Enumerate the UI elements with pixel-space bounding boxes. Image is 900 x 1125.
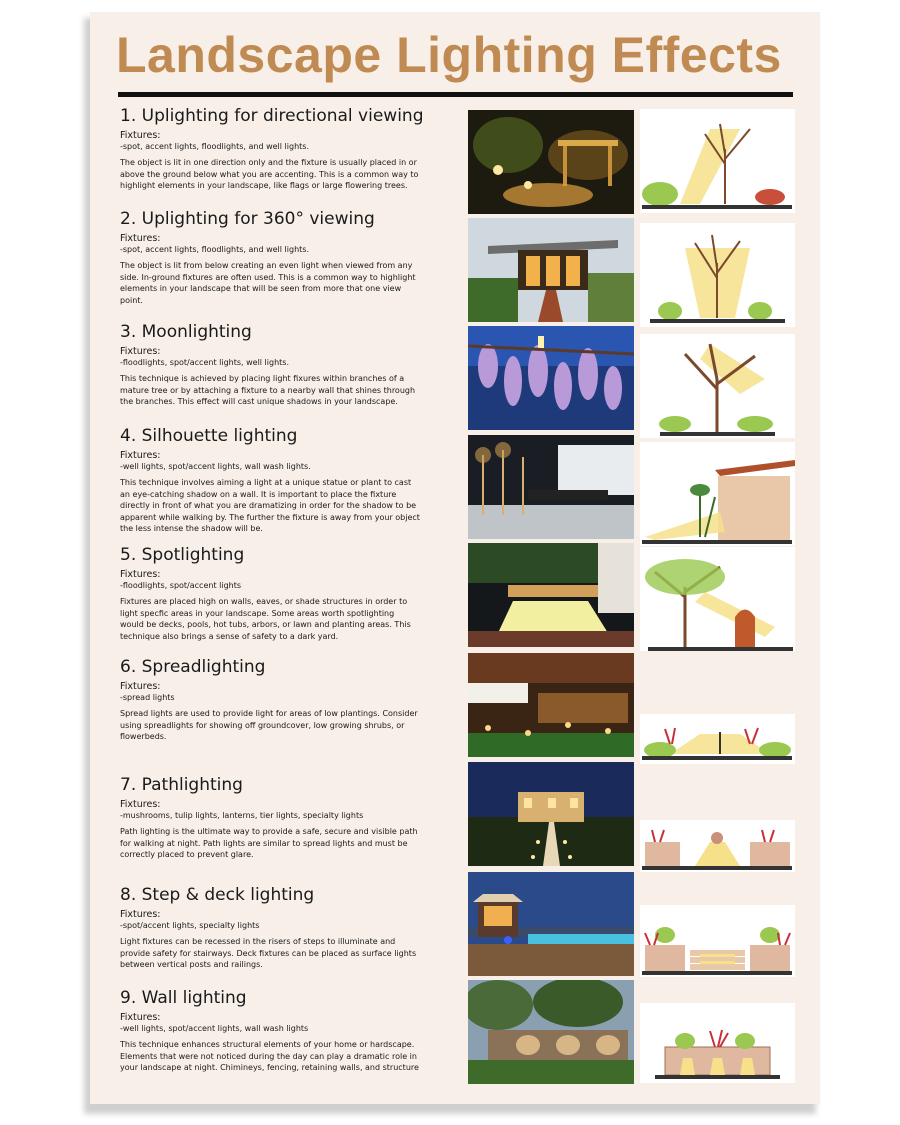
section-wall-lighting: [120, 988, 420, 1074]
fixtures-label: Fixtures:: [120, 130, 161, 141]
section-heading: 9. Wall lighting: [120, 988, 247, 1008]
diagram-uplighting-360: [640, 223, 795, 327]
fixtures-list: -spread lights: [120, 693, 175, 702]
photo-wall-lighting: [468, 980, 634, 1084]
poster-title: Landscape Lighting Effects: [116, 27, 782, 83]
section-description: The object is lit in one direction only and the fixture is usually placed in or above the ground below what you are accenting. This is a common way to highlight elements in your landscape, like flags or large flowering trees.: [120, 158, 419, 190]
diagram-uplighting-directional: [640, 109, 795, 213]
section-heading: 5. Spotlighting: [120, 545, 245, 565]
diagram-step-deck-lighting: [640, 905, 795, 977]
section-heading: 6. Spreadlighting: [120, 657, 266, 677]
section-spreadlighting: [120, 657, 420, 743]
section-description: Light fixtures can be recessed in the risers of steps to illuminate and provide safety for stairways. Deck fixtures can be placed as surface lights between vertical posts and railings.: [120, 937, 417, 969]
photo-silhouette-lighting: [468, 435, 634, 539]
section-description: Spread lights are used to provide light for areas of low plantings. Consider using spreadlights for showing off groundcover, low growing shrubs, or flowerbeds.: [120, 709, 418, 741]
title-rule: [118, 92, 793, 97]
section-silhouette-lighting: [120, 426, 420, 535]
section-uplighting-directional: [120, 106, 424, 192]
section-description: The object is lit from below creating an even light when viewed from any side. In-ground fixtures are often used. This is a common way to highlight elements in your landscape that will be seen from more that one view point.: [120, 261, 416, 305]
photo-spreadlighting: [468, 653, 634, 757]
section-uplighting-360: [120, 209, 420, 306]
section-description: Path lighting is the ultimate way to provide a safe, secure and visible path for walking at night. Path lights are similar to spread lights and must be correctly placed to prevent glare.: [120, 827, 418, 859]
section-heading: 7. Pathlighting: [120, 775, 243, 795]
photo-pathlighting: [468, 762, 634, 866]
fixtures-label: Fixtures:: [120, 346, 161, 357]
diagram-spotlighting: [640, 547, 795, 651]
section-moonlighting: [120, 322, 420, 408]
section-heading: 3. Moonlighting: [120, 322, 252, 342]
section-description: This technique is achieved by placing light fixures within branches of a mature tree or by attaching a fixture to a nearby wall that shines through the branches. This effect will cast unique shadows in your landscape.: [120, 374, 416, 406]
photo-spotlighting: [468, 543, 634, 647]
fixtures-label: Fixtures:: [120, 1012, 161, 1023]
diagram-moonlighting: [640, 334, 795, 438]
fixtures-label: Fixtures:: [120, 569, 161, 580]
fixtures-list: -well lights, spot/accent lights, wall wash lights: [120, 1024, 309, 1033]
section-heading: 4. Silhouette lighting: [120, 426, 298, 446]
diagram-wall-lighting: [640, 1003, 795, 1083]
fixtures-label: Fixtures:: [120, 909, 161, 920]
section-heading: 1. Uplighting for directional viewing: [120, 106, 424, 126]
photo-moonlighting: [468, 326, 634, 430]
fixtures-list: -mushrooms, tulip lights, lanterns, tier lights, specialty lights: [120, 811, 364, 820]
fixtures-list: -floodlights, spot/accent lights, well lights.: [120, 358, 289, 367]
diagram-silhouette-lighting: [640, 442, 795, 546]
fixtures-label: Fixtures:: [120, 233, 161, 244]
fixtures-list: -well lights, spot/accent lights, wall wash lights.: [120, 462, 311, 471]
section-heading: 8. Step & deck lighting: [120, 885, 315, 905]
section-description: Fixtures are placed high on walls, eaves, or shade structures in order to light specfic areas in your landscape. Some areas worth spotlighting would be decks, pools, hot tubs, arbors, or lawn and planting areas. This technique also brings a sense of safety to a dark yard.: [120, 597, 411, 641]
photo-uplighting-360: [468, 218, 634, 322]
fixtures-list: -spot, accent lights, floodlights, and well lights.: [120, 142, 309, 151]
section-description: This technique enhances structural elements of your home or hardscape. Elements that were not noticed during the day can play a dramatic role in your landscape at night. Chimineys, fencing, retaining walls, and structure: [120, 1040, 419, 1072]
fixtures-label: Fixtures:: [120, 681, 161, 692]
section-step-deck-lighting: [120, 885, 420, 971]
fixtures-list: -spot/accent lights, specialty lights: [120, 921, 260, 930]
fixtures-label: Fixtures:: [120, 799, 161, 810]
section-description: This technique involves aiming a light at a unique statue or plant to cast an eye-catching shadow on a wall. It is important to place the fixture directly in front of what you are dramatizing in order for the shadow to be apparent while walking by. The further the fixture is away from your object the less intense the shadow will be.: [120, 478, 420, 533]
photo-uplighting-directional: [468, 110, 634, 214]
section-spotlighting: [120, 545, 420, 642]
photo-step-deck-lighting: [468, 872, 634, 976]
section-heading: 2. Uplighting for 360° viewing: [120, 209, 375, 229]
fixtures-list: -spot, accent lights, floodlights, and well lights.: [120, 245, 309, 254]
diagram-pathlighting: [640, 820, 795, 872]
fixtures-label: Fixtures:: [120, 450, 161, 461]
fixtures-list: -floodlights, spot/accent lights: [120, 581, 242, 590]
poster: [90, 12, 820, 1104]
section-pathlighting: [120, 775, 420, 861]
diagram-spreadlighting: [640, 714, 795, 764]
